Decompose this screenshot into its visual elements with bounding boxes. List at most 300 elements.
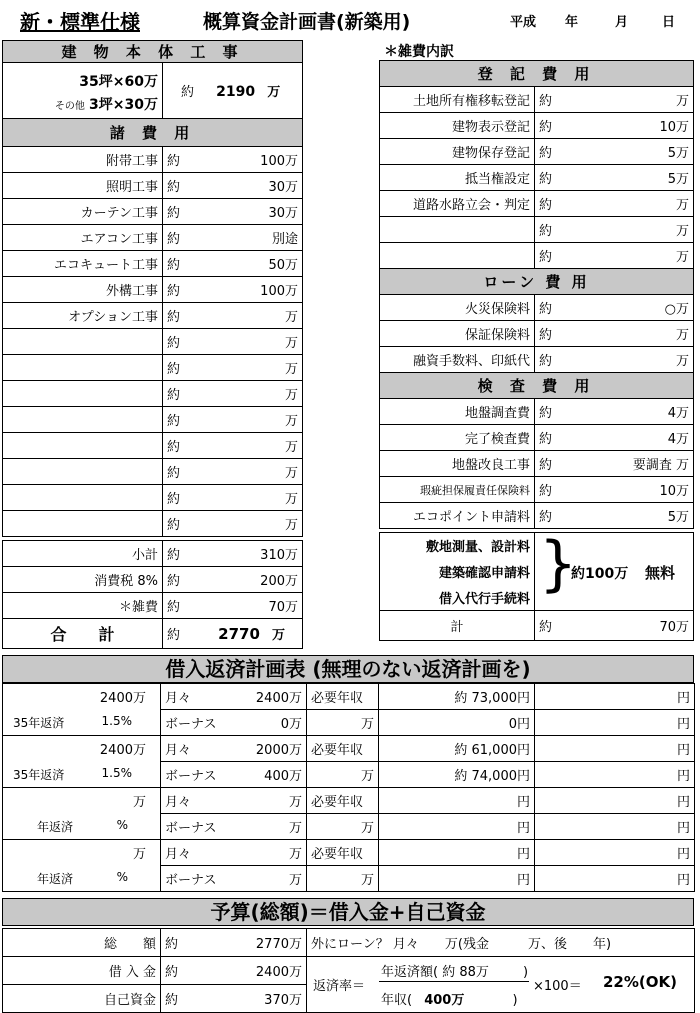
repayment-table <box>2 683 695 892</box>
row-label: 附帯工事 <box>3 147 163 173</box>
approx-label: 約 <box>539 484 553 499</box>
row-value-cell <box>535 347 694 373</box>
table-row <box>380 165 694 191</box>
row-label: 瑕疵担保履責任保険料 <box>380 477 535 503</box>
left-cost-table <box>2 40 303 649</box>
table-row <box>380 139 694 165</box>
row-value: ○万 <box>664 302 690 317</box>
building-line2: 3坪×30万 <box>89 96 158 113</box>
row-label <box>3 459 163 485</box>
row-label: 完了検査費 <box>380 425 535 451</box>
row-label: エコキュート工事 <box>3 251 163 277</box>
toki-rows <box>380 87 694 269</box>
row-value: 万 <box>676 354 690 369</box>
table-row <box>3 329 303 355</box>
misc-breakdown-table <box>379 60 694 641</box>
misc-total-cell <box>535 611 694 641</box>
row-value: 5万 <box>667 146 690 161</box>
cell-label: ボーナス <box>165 873 217 888</box>
approx-label: 約 <box>167 336 181 351</box>
row-value: 4万 <box>667 406 690 421</box>
cell-label: ボーナス <box>165 769 217 784</box>
repayment-rows <box>3 684 695 892</box>
term-label: 35年返済 <box>13 767 65 782</box>
yen-label-2: 円 <box>535 762 695 788</box>
budget-total-label: 総 額 <box>3 929 161 957</box>
table-row <box>3 199 303 225</box>
budget-own-cell <box>161 985 307 1013</box>
row-value: 万 <box>284 310 298 325</box>
table-row <box>380 217 694 243</box>
loan-heading: ローン 費 用 <box>380 269 694 295</box>
row-value: 5万 <box>667 510 690 525</box>
required-income-label: 必要年収 <box>307 840 379 866</box>
cell-value: 2000万 <box>255 743 302 758</box>
row-label: 外構工事 <box>3 277 163 303</box>
bonus-cell <box>161 710 307 736</box>
row-label: エコポイント申請料 <box>380 503 535 529</box>
term-label: 年返済 <box>37 871 74 886</box>
yen-label-2: 円 <box>535 710 695 736</box>
num-value: 88万 <box>459 965 489 980</box>
row-label: オプション工事 <box>3 303 163 329</box>
approx-label: 約 <box>539 94 553 109</box>
table-row <box>3 355 303 381</box>
budget-total-cell <box>161 929 307 957</box>
row-value: 万 <box>676 250 690 265</box>
subtotal-cell <box>163 541 303 567</box>
ratio-cell <box>307 957 695 1013</box>
row-value: 万 <box>676 328 690 343</box>
ratio-den <box>381 989 518 1008</box>
row-value-cell <box>163 303 303 329</box>
row-value-cell <box>163 251 303 277</box>
approx-label: 約 <box>167 154 181 169</box>
required-income-label: 必要年収 <box>307 736 379 762</box>
cell-label: 月々 <box>165 795 192 810</box>
repayment-row <box>3 684 695 710</box>
row-value-cell <box>535 477 694 503</box>
row-label <box>3 485 163 511</box>
approx-label: 約 <box>167 548 181 563</box>
cell-value: 0万 <box>280 717 302 732</box>
building-line2-wrap <box>3 94 162 114</box>
row-value: 10万 <box>659 120 690 135</box>
title-left: 新・標準仕様 <box>20 10 140 34</box>
row-label: 融資手数料、印紙代 <box>380 347 535 373</box>
row-label: 建物保存登記 <box>380 139 535 165</box>
approx-label: 約 <box>539 302 553 317</box>
row-label <box>3 511 163 537</box>
cell-label: 月々 <box>165 691 192 706</box>
table-row <box>380 347 694 373</box>
grand-total-label: 合 計 <box>3 619 163 649</box>
cell-value: 400万 <box>264 769 302 784</box>
budget-own-label: 自己資金 <box>3 985 161 1013</box>
approx-label: 約 <box>167 518 181 533</box>
row-value: 100万 <box>260 284 298 299</box>
row-value: 万 <box>284 466 298 481</box>
row-value: 30万 <box>268 206 298 221</box>
income-value-1: 約 61,000円 <box>379 736 535 762</box>
table-row <box>380 503 694 529</box>
row-value: 50万 <box>268 258 298 273</box>
other-loan: 外にローン？ 月々 万(残金 万、後 年) <box>307 929 695 957</box>
man-label: 万 <box>307 866 379 892</box>
row-value: 100万 <box>260 154 298 169</box>
approx-label: 約 <box>539 120 553 135</box>
income-value-1: 円 <box>379 788 535 814</box>
misc-label: ＊雑費 <box>3 593 163 619</box>
row-value: 万 <box>284 388 298 403</box>
table-row <box>380 399 694 425</box>
row-value: 4万 <box>667 432 690 447</box>
row-label: 地盤調査費 <box>380 399 535 425</box>
row-value-cell <box>163 381 303 407</box>
row-value-cell <box>535 87 694 113</box>
table-row <box>3 173 303 199</box>
term-rate-cell <box>3 866 161 892</box>
row-label: カーテン工事 <box>3 199 163 225</box>
yen-label-2: 円 <box>535 866 695 892</box>
date-month: 月 <box>615 15 629 30</box>
row-value-cell <box>535 217 694 243</box>
budget-loan-label: 借 入 金 <box>3 957 161 985</box>
budget-heading: 予算(総額)＝借入金+自己資金 <box>2 898 694 926</box>
free-item-2: 建築確認申請料 <box>380 559 535 585</box>
subtotal-label: 小計 <box>3 541 163 567</box>
income-value-2: 円 <box>379 814 535 840</box>
date-era: 平成 <box>510 15 537 30</box>
row-label: 照明工事 <box>3 173 163 199</box>
row-label: 道路水路立会・判定 <box>380 191 535 217</box>
free-note-prefix: 約100万 <box>571 566 629 582</box>
required-income-label: 必要年収 <box>307 684 379 710</box>
rate-label: % <box>116 817 128 832</box>
approx-label: 約 <box>167 258 181 273</box>
approx-label: 約 <box>181 85 195 100</box>
ratio-result: 22%(OK) <box>603 973 677 991</box>
building-line2-prefix: その他 <box>54 100 85 112</box>
free-item-3: 借入代行手続料 <box>380 585 535 611</box>
loan-amount: 万 <box>3 788 161 814</box>
row-label <box>3 407 163 433</box>
row-value-cell <box>163 511 303 537</box>
cell-value: 万 <box>288 821 302 836</box>
times-label: ×100＝ <box>533 979 582 994</box>
term-label: 35年返済 <box>13 715 65 730</box>
row-value-cell <box>535 321 694 347</box>
row-value-cell <box>163 329 303 355</box>
table-row <box>3 433 303 459</box>
approx-label: 約 <box>167 206 181 221</box>
row-value-cell <box>163 407 303 433</box>
table-row <box>380 191 694 217</box>
building-amount-cell <box>163 63 303 119</box>
row-value: 万 <box>284 492 298 507</box>
date-year: 年 <box>565 15 579 30</box>
approx-label: 約 <box>539 510 553 525</box>
tax-value: 200万 <box>260 574 298 589</box>
misc-breakdown-title: ＊雑費内訳 <box>384 44 454 60</box>
row-label <box>3 381 163 407</box>
table-row <box>380 321 694 347</box>
monthly-cell <box>161 840 307 866</box>
approx-label: 約 <box>167 600 181 615</box>
budget-loan-cell <box>161 957 307 985</box>
building-detail <box>3 63 163 119</box>
row-value-cell <box>535 399 694 425</box>
cell-value: 2400万 <box>255 691 302 706</box>
unit-label: 万 <box>267 85 281 100</box>
kensa-rows <box>380 399 694 529</box>
approx-label: 約 <box>539 172 553 187</box>
loan-amount: 万 <box>3 840 161 866</box>
yen-label-1: 円 <box>535 840 695 866</box>
man-label: 万 <box>307 762 379 788</box>
date-day: 日 <box>662 15 676 30</box>
monthly-cell <box>161 736 307 762</box>
approx-label: 約 <box>167 180 181 195</box>
row-value-cell <box>163 277 303 303</box>
repayment-row <box>3 762 695 788</box>
table-row <box>3 381 303 407</box>
approx-label: 約 <box>167 414 181 429</box>
row-label: 火災保険料 <box>380 295 535 321</box>
ratio-num <box>381 961 528 980</box>
table-row <box>3 511 303 537</box>
row-value-cell <box>163 225 303 251</box>
den-label: 年収( <box>381 993 413 1008</box>
row-value-cell <box>535 451 694 477</box>
header <box>0 0 700 38</box>
income-value-2: 0円 <box>379 710 535 736</box>
repayment-heading: 借入返済計画表 (無理のない返済計画を) <box>2 655 694 683</box>
den-close: ) <box>512 993 518 1008</box>
row-value-cell <box>163 199 303 225</box>
row-value-cell <box>535 113 694 139</box>
cell-value: 万 <box>288 795 302 810</box>
yen-label-1: 円 <box>535 788 695 814</box>
fraction-line <box>379 981 529 982</box>
row-value-cell <box>163 485 303 511</box>
misc-total-value: 70万 <box>659 620 690 635</box>
table-row <box>380 113 694 139</box>
approx-label: 約 <box>539 250 553 265</box>
den-value: 400万 <box>424 993 465 1008</box>
num-label: 年返済額( 約 <box>381 965 456 980</box>
row-label <box>3 329 163 355</box>
repayment-row <box>3 840 695 866</box>
tax-label: 消費税 8% <box>3 567 163 593</box>
approx-label: 約 <box>539 406 553 421</box>
grand-total-unit: 万 <box>272 628 286 643</box>
approx-label: 約 <box>167 466 181 481</box>
row-label: 地盤改良工事 <box>380 451 535 477</box>
brace: } <box>539 532 578 599</box>
term-rate-cell <box>3 814 161 840</box>
approx-label: 約 <box>539 328 553 343</box>
row-label: 建物表示登記 <box>380 113 535 139</box>
table-row <box>380 87 694 113</box>
budget-loan-value: 2400万 <box>255 965 302 980</box>
income-value-2: 約 74,000円 <box>379 762 535 788</box>
page-title: 概算資金計画書(新築用) <box>203 11 411 33</box>
cell-label: 月々 <box>165 847 192 862</box>
cell-label: 月々 <box>165 743 192 758</box>
num-close: ) <box>523 965 529 980</box>
grand-total-cell <box>163 619 303 649</box>
row-label: 土地所有権移転登記 <box>380 87 535 113</box>
table-row <box>380 477 694 503</box>
yen-label-2: 円 <box>535 814 695 840</box>
cell-value: 万 <box>288 873 302 888</box>
table-row <box>380 295 694 321</box>
approx-label: 約 <box>167 492 181 507</box>
misc-cell <box>163 593 303 619</box>
bonus-cell <box>161 866 307 892</box>
row-value: 万 <box>676 94 690 109</box>
toki-heading: 登 記 費 用 <box>380 61 694 87</box>
row-value-cell <box>535 191 694 217</box>
table-row <box>3 251 303 277</box>
row-value: 要調査 万 <box>632 458 690 473</box>
row-value: 30万 <box>268 180 298 195</box>
loan-amount: 2400万 <box>3 736 161 762</box>
row-value-cell <box>535 243 694 269</box>
row-value-cell <box>163 355 303 381</box>
table-row <box>3 277 303 303</box>
row-value-cell <box>163 147 303 173</box>
row-value: 万 <box>284 336 298 351</box>
table-row <box>3 459 303 485</box>
income-value-2: 円 <box>379 866 535 892</box>
approx-label: 約 <box>167 362 181 377</box>
repayment-row <box>3 866 695 892</box>
repayment-row <box>3 736 695 762</box>
row-value-cell <box>163 459 303 485</box>
approx-label: 約 <box>165 993 179 1008</box>
approx-label: 約 <box>539 458 553 473</box>
bonus-cell <box>161 814 307 840</box>
approx-label: 約 <box>167 628 181 643</box>
income-value-1: 円 <box>379 840 535 866</box>
approx-label: 約 <box>539 620 553 635</box>
row-value-cell <box>535 425 694 451</box>
man-label: 万 <box>307 710 379 736</box>
misc-value: 70万 <box>268 600 298 615</box>
rate-label: 1.5% <box>101 713 132 728</box>
building-amount: 2190 <box>216 84 256 100</box>
loan-amount: 2400万 <box>3 684 161 710</box>
table-row <box>3 303 303 329</box>
shohiyo-rows <box>3 147 303 537</box>
monthly-cell <box>161 684 307 710</box>
rate-label: 1.5% <box>101 765 132 780</box>
budget-total-value: 2770万 <box>255 937 302 952</box>
yen-label-1: 円 <box>535 736 695 762</box>
row-value-cell <box>535 503 694 529</box>
row-value: 万 <box>676 198 690 213</box>
row-label: 抵当権設定 <box>380 165 535 191</box>
approx-label: 約 <box>165 965 179 980</box>
row-value: 万 <box>676 224 690 239</box>
approx-label: 約 <box>167 284 181 299</box>
approx-label: 約 <box>167 310 181 325</box>
term-label: 年返済 <box>37 819 74 834</box>
budget-table <box>2 928 695 1013</box>
row-value: 10万 <box>659 484 690 499</box>
grand-total-value: 2770 <box>218 625 260 643</box>
row-value: 5万 <box>667 172 690 187</box>
table-row <box>380 425 694 451</box>
table-row <box>3 485 303 511</box>
budget-own-value: 370万 <box>264 993 302 1008</box>
row-value-cell <box>535 295 694 321</box>
loan-rows <box>380 295 694 373</box>
row-value-cell <box>535 165 694 191</box>
table-row <box>3 407 303 433</box>
free-note-cell <box>535 533 694 611</box>
tax-cell <box>163 567 303 593</box>
row-label: エアコン工事 <box>3 225 163 251</box>
approx-label: 約 <box>539 224 553 239</box>
row-value-cell <box>535 139 694 165</box>
row-value: 万 <box>284 362 298 377</box>
row-label: 保証保険料 <box>380 321 535 347</box>
repayment-row <box>3 710 695 736</box>
kensa-heading: 検 査 費 用 <box>380 373 694 399</box>
row-label <box>380 243 535 269</box>
term-rate-cell <box>3 762 161 788</box>
row-label <box>3 433 163 459</box>
table-row <box>380 451 694 477</box>
row-value: 万 <box>284 518 298 533</box>
income-value-1: 約 73,000円 <box>379 684 535 710</box>
approx-label: 約 <box>539 432 553 447</box>
approx-label: 約 <box>165 937 179 952</box>
building-line1: 35坪×60万 <box>79 73 158 90</box>
row-label <box>3 355 163 381</box>
ratio-label: 返済率＝ <box>313 979 366 994</box>
approx-label: 約 <box>539 146 553 161</box>
row-value-cell <box>163 173 303 199</box>
free-note: 無料 <box>645 564 676 582</box>
rate-label: % <box>116 869 128 884</box>
approx-label: 約 <box>167 440 181 455</box>
building-heading: 建 物 本 体 工 事 <box>3 41 303 63</box>
cell-label: ボーナス <box>165 717 217 732</box>
yen-label-1: 円 <box>535 684 695 710</box>
table-row <box>380 243 694 269</box>
monthly-cell <box>161 788 307 814</box>
approx-label: 約 <box>167 232 181 247</box>
cell-label: ボーナス <box>165 821 217 836</box>
repayment-row <box>3 788 695 814</box>
row-value: 万 <box>284 440 298 455</box>
approx-label: 約 <box>539 198 553 213</box>
man-label: 万 <box>307 814 379 840</box>
bonus-cell <box>161 762 307 788</box>
free-item-1: 敷地測量、設計料 <box>380 533 535 559</box>
term-rate-cell <box>3 710 161 736</box>
shohiyo-heading: 諸 費 用 <box>3 119 303 147</box>
repayment-row <box>3 814 695 840</box>
row-value: 別途 <box>271 232 298 247</box>
approx-label: 約 <box>167 388 181 403</box>
row-value-cell <box>163 433 303 459</box>
row-label <box>380 217 535 243</box>
